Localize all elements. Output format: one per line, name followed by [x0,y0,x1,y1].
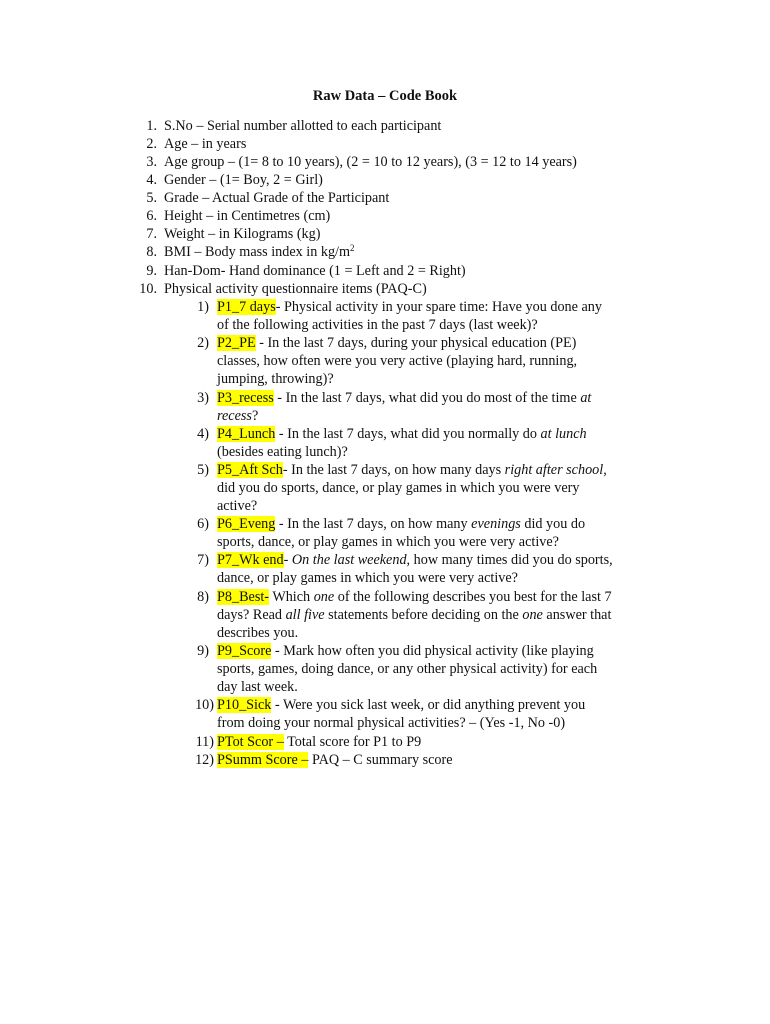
variable-code: P3_recess [217,390,274,406]
variable-code: P9_Score [217,643,272,659]
variable-code: PTot Scor – [217,734,284,750]
variable-code: PSumm Score – [217,752,309,768]
variable-code: P1_7 days [217,299,276,315]
variable-code: P6_Eveng [217,516,276,532]
variable-code: P2_PE [217,335,256,351]
variable-code: P8_Best- [217,589,270,605]
document-page: Raw Data – Code Book 1. S.No – Serial number allotted to each participant 2. Age – in years 3. Age group – (1= 8 to 10 years), (2 = 10 to 12 years), (3 = 12 to 14 years) 4. Gender – (1= Boy, 2 = Girl) 5. Grade – Actual Grade of the Participant 6. Height – in Centimetres (cm) 7. Weight – in Kilograms (kg) 8. BMI – Body mass index in $kg/m^2$ 9. Han-Dom- Hand dominance (1 = Left and 2 = Right) 10. Physical activity questionnaire items (PAQ-C) 1) P1_7 days- Physical activity in your spare time: Have you done any of the following activities in the past 7 days (last week)? 2) P2_PE - In the last 7 days, during your physical education (PE) classes, how often were you very active (playing hard, running, jumping, throwing)? 3) P3_recess - In the last 7 days, what did you do most of the time at recess? 4) P4_Lunch - In the last 7 days, what did you normally do at lunch (besides eating lunch)? 5) P5_Aft Sch- In the last 7 days, on how many days right after school, did you do sports, dance, or play games in which you were very active? 6) P6_Eveng - In the last 7 days, on how many evenings did you do sports, dance, or play games in which you were very active? 7) P7_Wk end- On the last weekend, how many times did you do sports, dance, or play games in which you were very active? 8) P8_Best- Which one of the following describes you best for the last 7 days? Read all five statements before deciding on the one answer that describes you. 9) P9_Score - Mark how often you did physical activity (like playing sports, games, doing dance, or any other physical activity) for each day last week. 10) P10_Sick - Were you sick last week, or did anything prevent you from doing your normal physical activities? – (Yes -1, No -0) 11) PTot Scor – Total score for P1 to P9 12) PSumm Score – PAQ – C summary score [0,0,770,1024]
variable-code: P7_Wk end [217,552,284,568]
variable-code: P5_Aft Sch [217,462,283,478]
variable-code: P4_Lunch [217,426,276,442]
variable-code: P10_Sick [217,697,272,713]
page-title: Raw Data – Code Book [312,88,458,104]
